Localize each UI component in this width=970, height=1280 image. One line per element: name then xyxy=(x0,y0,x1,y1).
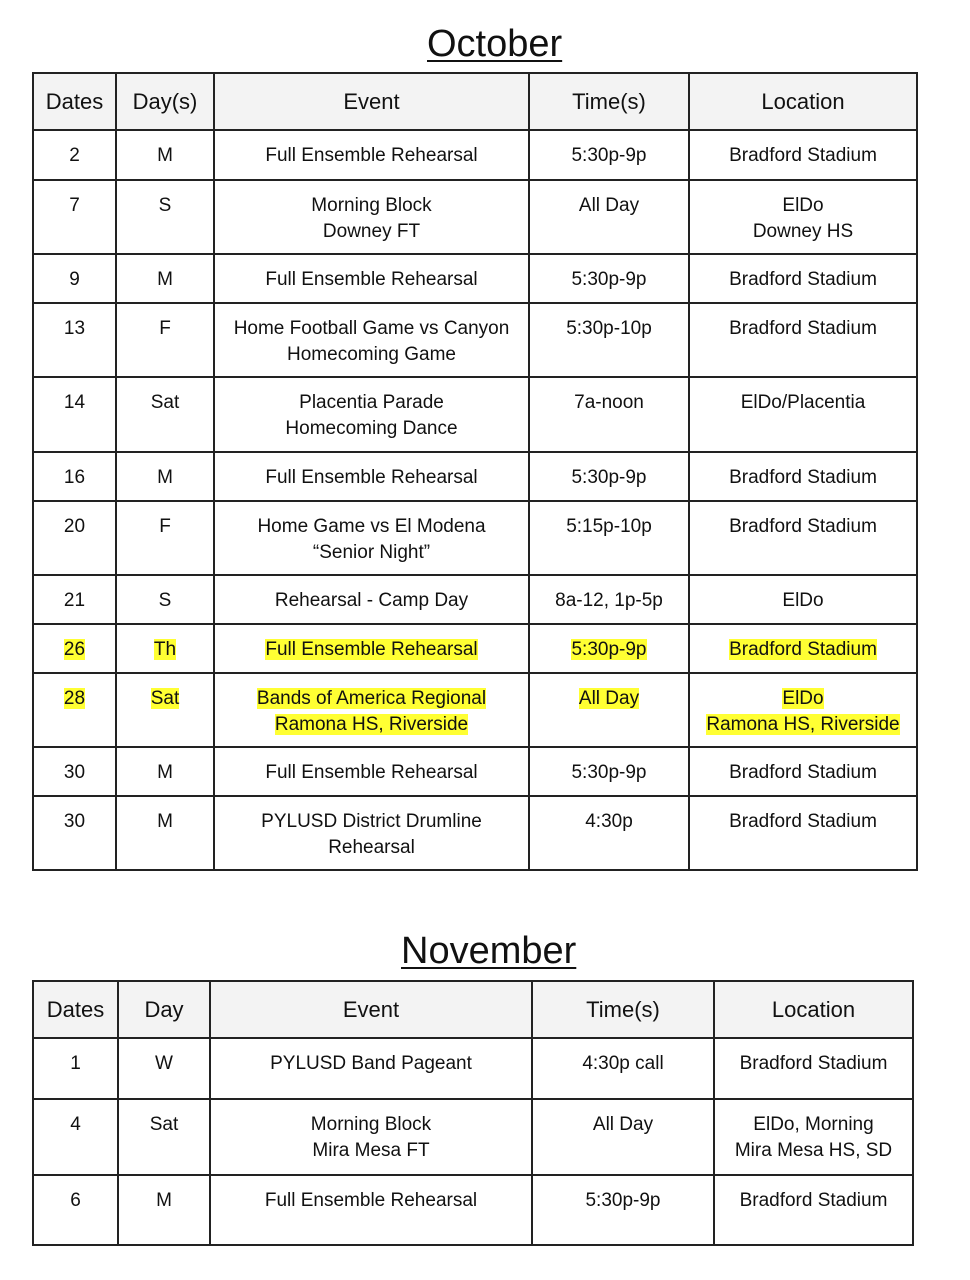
location-cell xyxy=(714,1038,913,1099)
header-event: Event xyxy=(214,73,529,130)
time-cell xyxy=(529,575,689,624)
location-cell xyxy=(689,254,917,303)
date-cell-text: 6 xyxy=(70,1190,81,1211)
table-row xyxy=(33,1175,913,1245)
header-times: Time(s) xyxy=(529,73,689,130)
date-cell xyxy=(33,796,116,870)
location-cell xyxy=(714,1175,913,1245)
location-cell-line: Bradford Stadium xyxy=(729,639,877,660)
day-cell xyxy=(116,796,214,870)
table-row xyxy=(33,1099,913,1175)
location-cell-line: Bradford Stadium xyxy=(729,269,877,290)
time-cell-text: 5:30p-9p xyxy=(571,467,647,488)
date-cell xyxy=(33,452,116,501)
time-cell-text: 4:30p call xyxy=(582,1053,664,1074)
event-cell-line: Full Ensemble Rehearsal xyxy=(264,1190,478,1211)
event-cell-line: Bands of America Regional xyxy=(256,688,487,709)
location-cell xyxy=(689,130,917,180)
event-cell-line: Home Game vs El Modena xyxy=(257,516,486,537)
location-cell-line: Bradford Stadium xyxy=(729,516,877,537)
location-cell-line: ElDo/Placentia xyxy=(740,392,866,413)
location-cell-line: Bradford Stadium xyxy=(739,1190,888,1211)
day-cell-text: W xyxy=(155,1053,173,1074)
event-cell-line: Rehearsal - Camp Day xyxy=(274,590,469,611)
date-cell-text: 4 xyxy=(70,1114,81,1135)
date-cell-text: 1 xyxy=(70,1053,81,1074)
event-cell xyxy=(210,1038,532,1099)
location-cell-line: ElDo, Morning xyxy=(753,1114,874,1135)
time-cell-text: All Day xyxy=(578,688,640,709)
location-cell-line: ElDo xyxy=(782,590,824,611)
location-cell-line: Bradford Stadium xyxy=(729,467,877,488)
location-cell-line: Ramona HS, Riverside xyxy=(706,714,900,735)
date-cell xyxy=(33,501,116,575)
day-cell-text: M xyxy=(156,1190,172,1211)
day-cell-text: Sat xyxy=(149,1114,179,1135)
table-row xyxy=(33,575,917,624)
date-cell xyxy=(33,1038,118,1099)
day-cell xyxy=(118,1175,210,1245)
event-cell-line: PYLUSD Band Pageant xyxy=(270,1053,472,1074)
date-cell-text: 13 xyxy=(63,318,86,339)
day-cell xyxy=(116,501,214,575)
day-cell-text: M xyxy=(157,811,173,832)
date-cell-text: 30 xyxy=(63,762,86,783)
location-cell-line: Bradford Stadium xyxy=(729,145,877,166)
event-cell-line: Mira Mesa FT xyxy=(312,1140,430,1161)
november-title: November xyxy=(401,930,577,972)
day-cell-text: Th xyxy=(153,639,177,660)
day-cell xyxy=(116,575,214,624)
header-location: Location xyxy=(689,73,917,130)
event-cell xyxy=(214,130,529,180)
header-times: Time(s) xyxy=(532,981,714,1038)
day-cell xyxy=(118,1038,210,1099)
event-cell-line: Full Ensemble Rehearsal xyxy=(265,269,478,290)
event-cell-line: Homecoming Game xyxy=(287,344,456,365)
location-cell xyxy=(689,303,917,377)
october-schedule-table xyxy=(32,72,918,871)
time-cell xyxy=(529,180,689,254)
date-cell-text: 21 xyxy=(63,590,86,611)
day-cell-text: S xyxy=(158,590,172,611)
location-cell xyxy=(689,624,917,673)
day-cell-text: M xyxy=(157,145,173,166)
time-cell xyxy=(532,1175,714,1245)
date-cell xyxy=(33,180,116,254)
time-cell xyxy=(532,1038,714,1099)
event-cell-line: Homecoming Dance xyxy=(285,418,458,439)
event-cell-line: Full Ensemble Rehearsal xyxy=(265,639,478,660)
event-cell xyxy=(214,501,529,575)
day-cell xyxy=(116,673,214,747)
location-cell xyxy=(689,452,917,501)
event-cell-line: Full Ensemble Rehearsal xyxy=(265,762,478,783)
table-row xyxy=(33,624,917,673)
date-cell-text: 26 xyxy=(63,639,86,660)
time-cell-text: 8a-12, 1p-5p xyxy=(555,590,663,611)
time-cell xyxy=(529,452,689,501)
time-cell xyxy=(529,673,689,747)
date-cell xyxy=(33,673,116,747)
location-cell-line: Bradford Stadium xyxy=(729,318,877,339)
event-cell-line: “Senior Night” xyxy=(312,542,431,563)
date-cell xyxy=(33,1175,118,1245)
table-row xyxy=(33,1038,913,1099)
event-cell-line: Rehearsal xyxy=(328,837,415,858)
table-row xyxy=(33,796,917,870)
location-cell xyxy=(689,673,917,747)
date-cell xyxy=(33,254,116,303)
time-cell xyxy=(529,501,689,575)
table-row xyxy=(33,130,917,180)
day-cell-text: S xyxy=(158,195,172,216)
day-cell xyxy=(116,254,214,303)
event-cell xyxy=(210,1099,532,1175)
time-cell xyxy=(529,796,689,870)
event-cell xyxy=(214,575,529,624)
day-cell xyxy=(116,452,214,501)
location-cell-line: Downey HS xyxy=(752,221,854,242)
table-row xyxy=(33,254,917,303)
time-cell-text: 5:15p-10p xyxy=(566,516,652,537)
event-cell-line: Ramona HS, Riverside xyxy=(274,714,469,735)
time-cell xyxy=(532,1099,714,1175)
location-cell-line: ElDo xyxy=(782,195,824,216)
november-schedule-table xyxy=(32,980,914,1246)
event-cell-line: Downey FT xyxy=(322,221,421,242)
location-cell xyxy=(689,377,917,452)
date-cell xyxy=(33,575,116,624)
november-rows xyxy=(33,1038,913,1245)
location-cell-line: ElDo xyxy=(782,688,824,709)
header-dates: Dates xyxy=(33,73,116,130)
event-cell-line: Morning Block xyxy=(310,1114,432,1135)
location-cell-line: Bradford Stadium xyxy=(729,811,877,832)
table-row xyxy=(33,377,917,452)
time-cell-text: All Day xyxy=(578,195,640,216)
event-cell xyxy=(214,180,529,254)
event-cell-line: Full Ensemble Rehearsal xyxy=(265,145,478,166)
location-cell xyxy=(689,180,917,254)
location-cell xyxy=(714,1099,913,1175)
date-cell xyxy=(33,377,116,452)
event-cell xyxy=(214,624,529,673)
time-cell-text: 5:30p-9p xyxy=(571,762,647,783)
day-cell xyxy=(116,303,214,377)
event-cell-line: Full Ensemble Rehearsal xyxy=(265,467,478,488)
header-location: Location xyxy=(714,981,913,1038)
location-cell xyxy=(689,501,917,575)
location-cell-line: Mira Mesa HS, SD xyxy=(734,1140,893,1161)
day-cell xyxy=(118,1099,210,1175)
october-header-row xyxy=(33,73,917,130)
date-cell-text: 16 xyxy=(63,467,86,488)
event-cell xyxy=(214,254,529,303)
time-cell-text: 5:30p-9p xyxy=(571,269,647,290)
time-cell-text: 5:30p-9p xyxy=(585,1190,661,1211)
date-cell xyxy=(33,130,116,180)
event-cell xyxy=(214,673,529,747)
day-cell-text: Sat xyxy=(150,688,180,709)
event-cell xyxy=(214,377,529,452)
time-cell-text: 4:30p xyxy=(585,811,633,832)
time-cell xyxy=(529,130,689,180)
location-cell-line: Bradford Stadium xyxy=(729,762,877,783)
date-cell xyxy=(33,747,116,796)
day-cell-text: Sat xyxy=(150,392,180,413)
location-cell xyxy=(689,747,917,796)
time-cell-text: 5:30p-9p xyxy=(571,639,647,660)
date-cell xyxy=(33,303,116,377)
event-cell xyxy=(210,1175,532,1245)
day-cell xyxy=(116,624,214,673)
event-cell xyxy=(214,747,529,796)
event-cell-line: Home Football Game vs Canyon xyxy=(233,318,510,339)
time-cell xyxy=(529,377,689,452)
table-row xyxy=(33,673,917,747)
header-days: Day(s) xyxy=(116,73,214,130)
day-cell-text: M xyxy=(157,467,173,488)
day-cell xyxy=(116,180,214,254)
event-cell-line: Placentia Parade xyxy=(299,392,444,413)
event-cell xyxy=(214,452,529,501)
date-cell xyxy=(33,624,116,673)
date-cell-text: 7 xyxy=(69,195,80,216)
event-cell xyxy=(214,303,529,377)
day-cell xyxy=(116,377,214,452)
table-row xyxy=(33,747,917,796)
time-cell-text: 7a-noon xyxy=(574,392,644,413)
table-row xyxy=(33,180,917,254)
date-cell-text: 9 xyxy=(69,269,80,290)
time-cell-text: All Day xyxy=(592,1114,654,1135)
time-cell xyxy=(529,747,689,796)
day-cell xyxy=(116,130,214,180)
date-cell xyxy=(33,1099,118,1175)
header-dates: Dates xyxy=(33,981,118,1038)
date-cell-text: 20 xyxy=(63,516,86,537)
event-cell xyxy=(214,796,529,870)
event-cell-line: Morning Block xyxy=(311,195,432,216)
date-cell-text: 2 xyxy=(69,145,80,166)
location-cell xyxy=(689,796,917,870)
day-cell-text: F xyxy=(159,318,171,339)
time-cell-text: 5:30p-9p xyxy=(571,145,647,166)
time-cell xyxy=(529,624,689,673)
table-row xyxy=(33,303,917,377)
october-rows xyxy=(33,130,917,870)
time-cell xyxy=(529,254,689,303)
header-day: Day xyxy=(118,981,210,1038)
event-cell-line: PYLUSD District Drumline xyxy=(261,811,482,832)
day-cell xyxy=(116,747,214,796)
table-row xyxy=(33,452,917,501)
day-cell-text: M xyxy=(157,269,173,290)
location-cell-line: Bradford Stadium xyxy=(739,1053,888,1074)
header-event: Event xyxy=(210,981,532,1038)
location-cell xyxy=(689,575,917,624)
day-cell-text: M xyxy=(157,762,173,783)
table-row xyxy=(33,501,917,575)
date-cell-text: 28 xyxy=(63,688,86,709)
november-header-row xyxy=(33,981,913,1038)
day-cell-text: F xyxy=(159,516,171,537)
time-cell-text: 5:30p-10p xyxy=(566,318,652,339)
date-cell-text: 30 xyxy=(63,811,86,832)
time-cell xyxy=(529,303,689,377)
date-cell-text: 14 xyxy=(63,392,86,413)
october-title: October xyxy=(427,23,563,65)
